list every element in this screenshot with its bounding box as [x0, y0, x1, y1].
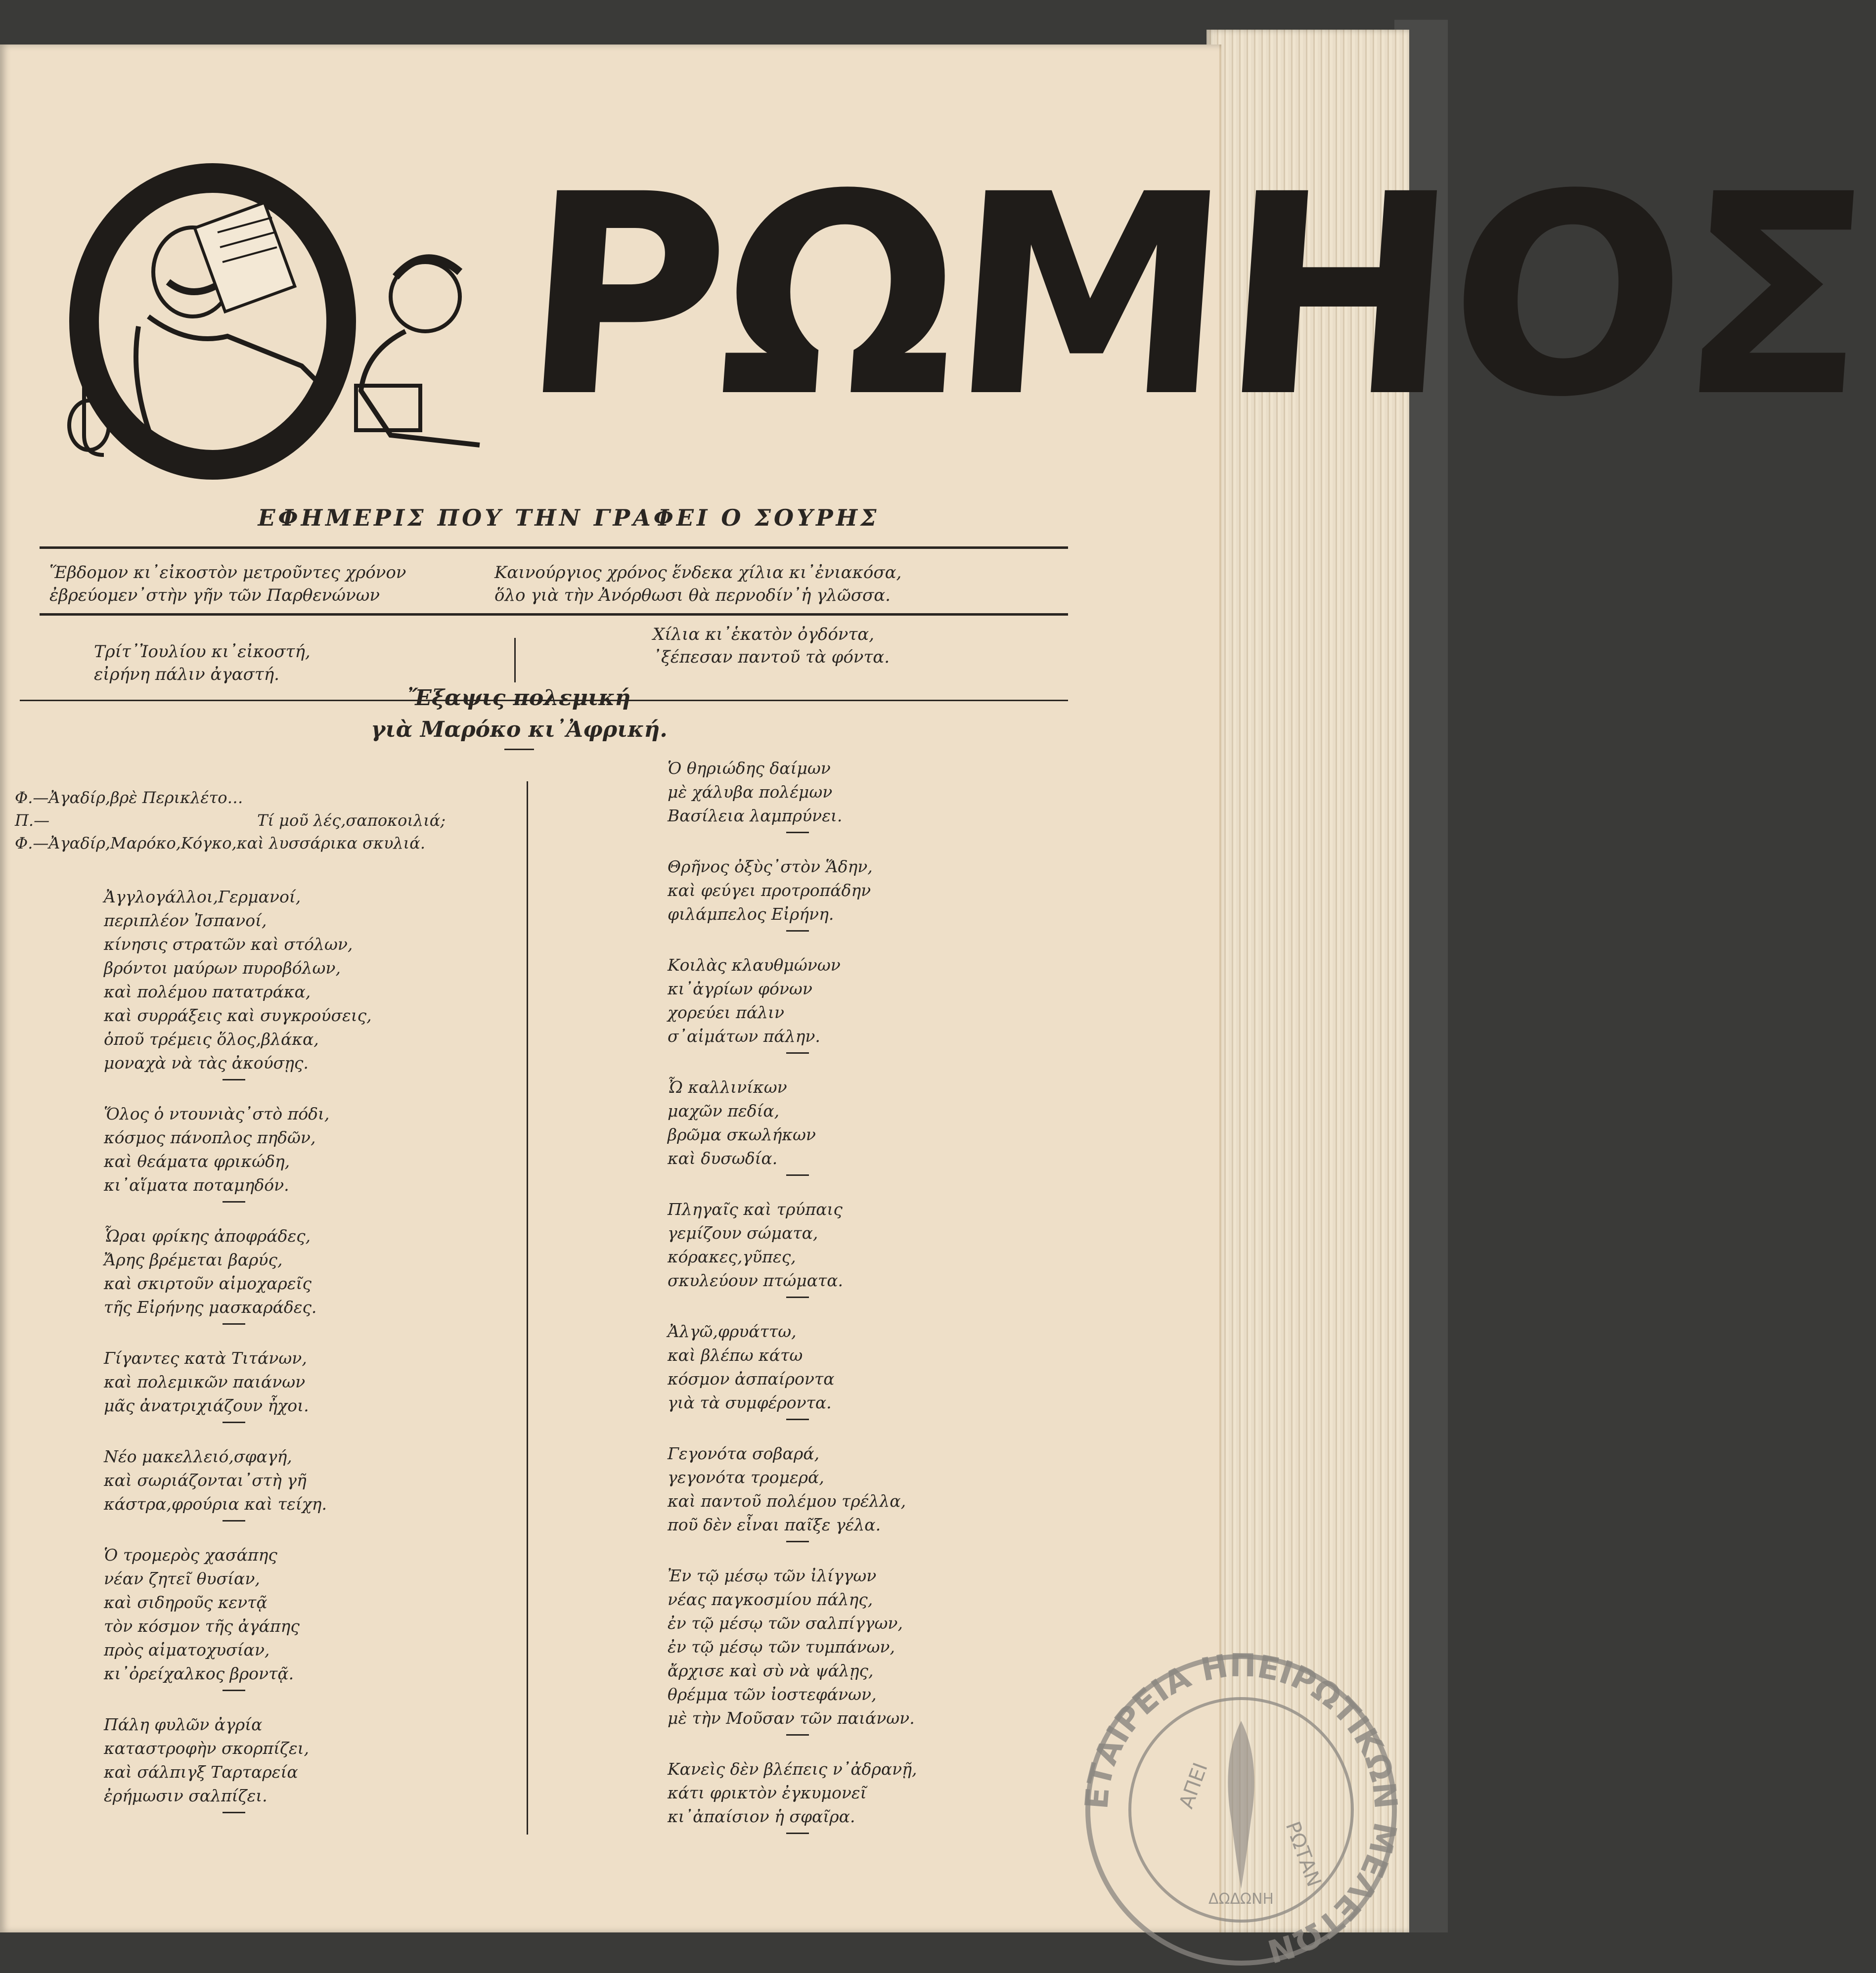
- poem-line: κάστρα,φρούρια καὶ τείχη.: [104, 1494, 327, 1514]
- stanza-dash: [223, 1520, 245, 1522]
- stanza: [668, 1320, 1063, 1420]
- poem-line: Ὦ καλλινίκων: [668, 1077, 787, 1097]
- masthead: [49, 135, 1876, 494]
- header-vrule: [514, 638, 516, 682]
- poem-line: καὶ πολέμου πατατράκα,: [104, 982, 311, 1001]
- poem-line: καὶ θεάματα φρικώδη,: [104, 1152, 290, 1171]
- dialog-block: [15, 786, 509, 854]
- dialog-line: Φ.—Ἀγαδίρ,βρὲ Περικλέτο…: [15, 788, 243, 807]
- poem-line: καὶ παντοῦ πολέμου τρέλλα,: [668, 1491, 906, 1511]
- stanza-dash: [786, 1174, 809, 1176]
- poem-line: φιλάμπελος Εἰρήνη.: [668, 904, 834, 924]
- poem-line: ποῦ δὲν εἶναι παῖξε γέλα.: [668, 1515, 881, 1534]
- poem-line: κόσμος πάνοπλος πηδῶν,: [104, 1128, 316, 1147]
- poem-line: Γεγονότα σοβαρά,: [668, 1444, 820, 1463]
- poem-line: γιὰ τὰ συμφέροντα.: [668, 1393, 832, 1412]
- poem-line: κόρακες,γῦπες,: [668, 1247, 796, 1266]
- poem-line: καὶ συρράξεις καὶ συγκρούσεις,: [104, 1006, 372, 1025]
- poem-line: νέαν ζητεῖ θυσίαν,: [104, 1569, 260, 1588]
- poem-line: καὶ βλέπω κάτω: [668, 1345, 803, 1365]
- stanza: [104, 1445, 509, 1522]
- poem-line: καταστροφὴν σκορπίζει,: [104, 1739, 310, 1758]
- poem-line: Βασίλεια λαμπρύνει.: [668, 806, 843, 825]
- stanza-dash: [223, 1201, 245, 1203]
- poem-line: καὶ σάλπιγξ Ταρταρεία: [104, 1762, 298, 1782]
- stanza: [668, 1757, 1063, 1834]
- header-right-top: Καινούργιος χρόνος ἕνδεκα χίλια κι᾿ἐνιακόσα, ὅλο γιὰ τὴν Ἀνόρθωσι θὰ περνοδίν᾿ἡ γλῶσσα.: [494, 563, 902, 605]
- poem-line: Ὁ θηριώδης δαίμων: [668, 759, 831, 778]
- poem-line: ἐν τῷ μέσῳ τῶν τυμπάνων,: [668, 1637, 895, 1657]
- poem-line: πρὸς αἱματοχυσίαν,: [104, 1640, 270, 1659]
- stanza: [104, 1543, 509, 1691]
- stanza: [104, 1102, 509, 1203]
- poem-line: ἐρήμωσιν σαλπίζει.: [104, 1786, 268, 1805]
- poem-title: Ἔξαψις πολεμική γιὰ Μαρόκο κι᾿Ἀφρική.: [297, 682, 742, 750]
- stanza-dash: [786, 1541, 809, 1542]
- seal-center-bottom: ΡΩΤΑΝ: [1281, 1818, 1326, 1890]
- poem-line: μὲ τὴν Μοῦσαν τῶν παιάνων.: [668, 1708, 915, 1728]
- poem-line: καὶ σωριάζονται᾿στὴ γῆ: [104, 1471, 307, 1490]
- stanza-dash: [786, 1052, 809, 1054]
- stanza: [104, 885, 509, 1080]
- stanza: [668, 1198, 1063, 1298]
- poem-line: μοναχὰ νὰ τὰς ἀκούσῃς.: [104, 1053, 309, 1073]
- newspaper-page: [0, 45, 1876, 1970]
- stanza-dash: [223, 1690, 245, 1691]
- cartoon-illustration: [49, 168, 544, 485]
- poem-line: θρέμμα τῶν ἰοστεφάνων,: [668, 1685, 877, 1704]
- poem-line: Πάλη φυλῶν ἀγρία: [104, 1715, 263, 1734]
- stanza-dash: [786, 1419, 809, 1420]
- poem-line: σκυλεύουν πτώματα.: [668, 1271, 844, 1290]
- dialog-line: Π.— Τί μοῦ λές,σαποκοιλιά;: [15, 811, 446, 830]
- stanza-dash: [223, 1422, 245, 1423]
- poem-line: Νέο μακελλειό,σφαγή,: [104, 1447, 292, 1466]
- poem-line: τὸν κόσμον τῆς ἀγάπης: [104, 1616, 300, 1636]
- stanza-dash: [786, 1833, 809, 1834]
- stanza: [668, 855, 1063, 932]
- poem-line: κι᾿ἀγρίων φόνων: [668, 979, 812, 998]
- poem-line: σ᾿αἱμάτων πάλην.: [668, 1027, 820, 1046]
- poem-line: καὶ δυσωδία.: [668, 1149, 778, 1168]
- stanza-dash: [786, 930, 809, 932]
- poem-line: Γίγαντες κατὰ Τιτάνων,: [104, 1348, 307, 1368]
- masthead-tagline: ΕΦΗΜΕΡΙΣ ΠΟΥ ΤΗΝ ΓΡΑΦΕΙ Ο ΣΟΥΡΗΣ: [258, 504, 880, 531]
- poem-line: Κανεὶς δὲν βλέπεις ν᾿ἀδρανῇ,: [668, 1759, 917, 1779]
- dialog-line: Φ.—Ἀγαδίρ,Μαρόκο,Κόγκο,καὶ λυσσάρικα σκυλιά.: [15, 834, 425, 852]
- stanza-dash: [786, 1297, 809, 1298]
- poem-line: νέας παγκοσμίου πάλης,: [668, 1590, 873, 1609]
- poem-line: Θρῆνος ὀξὺς᾿στὸν Ἅδην,: [668, 857, 873, 876]
- stanza-dash: [223, 1812, 245, 1813]
- seal-side-left: ΑΠΕΙ: [1175, 1759, 1212, 1812]
- poem-line: κίνησις στρατῶν καὶ στόλων,: [104, 935, 353, 954]
- poem-line: καὶ σιδηροῦς κεντᾷ: [104, 1593, 268, 1612]
- poem-line: ἄρχισε καὶ σὺ νὰ ψάλῃς,: [668, 1661, 874, 1680]
- stanza: [104, 1346, 509, 1423]
- poem-line: Ὅλος ὁ ντουνιὰς᾿στὸ πόδι,: [104, 1104, 330, 1123]
- poem-line: Ὧραι φρίκης ἀποφράδες,: [104, 1226, 311, 1246]
- right-column: [668, 757, 1063, 1856]
- left-column: [104, 885, 509, 1835]
- poem-line: Κοιλὰς κλαυθμώνων: [668, 955, 841, 975]
- poem-line: ἐν τῷ μέσῳ τῶν σαλπίγγων,: [668, 1614, 903, 1633]
- poem-line: μαχῶν πεδία,: [668, 1101, 780, 1121]
- header-rule-mid: [40, 613, 1068, 616]
- poem-line: Ἀγγλογάλλοι,Γερμανοί,: [104, 887, 301, 906]
- stanza: [668, 1442, 1063, 1542]
- poem-line: κι᾿ἀπαίσιον ἡ σφαῖρα.: [668, 1807, 855, 1826]
- library-seal: [1078, 1647, 1404, 1973]
- stanza: [104, 1224, 509, 1325]
- poem-line: καὶ φεύγει προτροπάδην: [668, 881, 871, 900]
- header-rule-top: [40, 546, 1068, 549]
- poem-line: Ἄρης βρέμεται βαρύς,: [104, 1250, 283, 1269]
- seal-ring-text: ΕΤΑΙΡΕΙΑ ΗΠΕΙΡΩΤΙΚΩΝ ΜΕΛΕΤΩΝ: [1078, 1647, 1404, 1970]
- poem-line: Πληγαῖς καὶ τρύπαις: [668, 1200, 843, 1219]
- poem-line: Ἀλγῶ,φρυάττω,: [668, 1322, 797, 1341]
- title-dash: [504, 749, 534, 750]
- poem-line: βρόντοι μαύρων πυροβόλων,: [104, 958, 341, 978]
- stanza: [104, 1713, 509, 1813]
- stanza: [668, 1564, 1063, 1736]
- poem-line: περιπλέον Ἰσπανοί,: [104, 911, 267, 930]
- poem-line: καὶ σκιρτοῦν αἱμοχαρεῖς: [104, 1274, 312, 1293]
- column-divider: [527, 781, 528, 1835]
- masthead-title: ΡΩΜΗΟΣ: [513, 135, 1876, 458]
- poem-line: ὁποῦ τρέμεις ὅλος,βλάκα,: [104, 1030, 319, 1049]
- stanza: [668, 757, 1063, 833]
- header-left-top: Ἕβδομον κι᾿εἰκοστὸν μετροῦντες χρόνον ἐβρεύομεν᾿στὴν γῆν τῶν Παρθενώνων: [49, 563, 406, 605]
- poem-line: κόσμον ἀσπαίροντα: [668, 1369, 835, 1389]
- poem-line: βρῶμα σκωλήκων: [668, 1125, 816, 1144]
- poem-line: Ἐν τῷ μέσῳ τῶν ἰλίγγων: [668, 1566, 877, 1585]
- stanza-dash: [223, 1323, 245, 1325]
- header-right-bottom: Χίλια κι᾿ἑκατὸν ὀγδόντα, ᾿ξέπεσαν παντοῦ τὰ φόντα.: [653, 625, 890, 667]
- stanza: [668, 953, 1063, 1054]
- poem-line: καὶ πολεμικῶν παιάνων: [104, 1372, 306, 1391]
- poem-line: μὲ χάλυβα πολέμων: [668, 782, 833, 802]
- poem-line: τῆς Εἰρήνης μασκαράδες.: [104, 1298, 317, 1317]
- poem-line: κι᾿αἵματα ποταμηδόν.: [104, 1175, 289, 1195]
- stanza-dash: [223, 1079, 245, 1080]
- poem-line: γεγονότα τρομερά,: [668, 1468, 824, 1487]
- stanza-dash: [786, 1734, 809, 1736]
- poem-line: χορεύει πάλιν: [668, 1003, 785, 1022]
- poem-line: μᾶς ἀνατριχιάζουν ἦχοι.: [104, 1396, 309, 1415]
- poem-line: κι᾿ὀρείχαλκος βροντᾷ.: [104, 1664, 294, 1683]
- stanza-dash: [786, 832, 809, 833]
- poem-line: Ὁ τρομερὸς χασάπης: [104, 1545, 277, 1565]
- poem-line: κάτι φρικτὸν ἐγκυμονεῖ: [668, 1783, 867, 1802]
- bird-icon: [1228, 1721, 1254, 1889]
- header-left-bottom: Τρίτ᾿Ἰουλίου κι᾿εἰκοστή, εἰρήνη πάλιν ἀγαστή.: [94, 642, 311, 684]
- poem-line: γεμίζουν σώματα,: [668, 1223, 818, 1243]
- stanza: [668, 1076, 1063, 1176]
- seal-center-top: ΔΩΔΩΝΗ: [1208, 1890, 1274, 1908]
